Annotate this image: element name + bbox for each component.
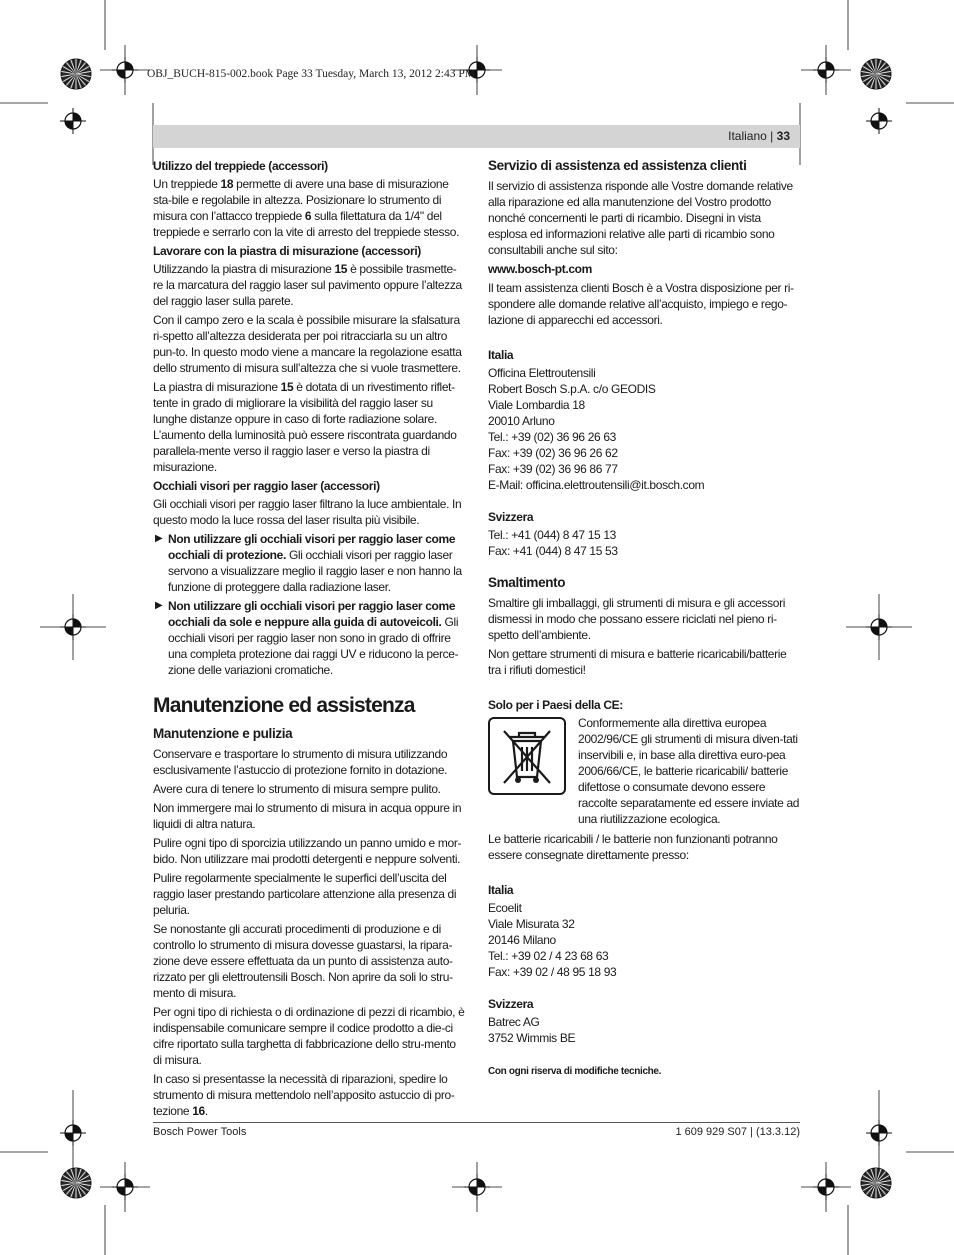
svizzera-address-1 — [488, 527, 800, 559]
book-slug: OBJ_BUCH-815-002.book Page 33 Tuesday, March 13, 2012 2:43 PM — [147, 68, 475, 80]
svizzera-label-2: Svizzera — [488, 997, 534, 1011]
disposal-heading: Smaltimento — [488, 575, 566, 590]
service-paragraph-2: Il team assistenza clienti Bosch è a Vostra disposizione per ri-spondere alle domande relative all’acquisto, impiego e rego-lazione di apparecchi ed accessori. — [488, 281, 794, 327]
starburst-registration-mark — [861, 59, 891, 89]
address-line: Ecoelit — [488, 901, 522, 915]
laser-glasses-paragraph: Gli occhiali visori per raggio laser filtrano la luce ambientale. In questo modo la luce rossa del laser risulta più visibile. — [153, 497, 462, 527]
page-header — [153, 125, 800, 148]
measuring-plate-paragraph-2: Con il campo zero e la scala è possibile misurare la sfalsatura ri-spetto all’altezza desiderata per poi ritracciarla su un altro pun-to. In questo modo viene a mancare la regolazione esatta dello strumento di misura sull’altezza che si vuole trasmettere. — [153, 313, 462, 375]
crosshair-registration-mark — [866, 108, 892, 134]
measuring-plate-paragraph-3: La piastra di misurazione 15 è dotata di un rivestimento riflet-tente in grado di migliorare la visibilità del raggio laser su lunghe distanze oppure in caso di forte radiazione solare. L’aumento della luminosità può essere riscontrata guardando parallela-mente verso il raggio laser e verso la piastra di misurazione. — [153, 380, 457, 474]
header-page-number: 33 — [776, 129, 790, 143]
italia-address-1 — [488, 365, 800, 493]
left-column — [153, 155, 465, 1122]
weee-block — [488, 715, 800, 827]
address-line: Robert Bosch S.p.A. c/o GEODIS — [488, 382, 656, 396]
service-website[interactable]: www.bosch-pt.com — [488, 262, 592, 276]
measuring-plate-heading: Lavorare con la piastra di misurazione (accessori) — [153, 244, 421, 258]
address-line: Tel.: +39 (02) 36 96 26 63 — [488, 430, 616, 444]
footer-rule — [153, 1122, 800, 1123]
cleaning-paragraph-1: Conservare e trasportare lo strumento di misura utilizzando esclusivamente l’astuccio di protezione fornito in dotazione. — [153, 747, 448, 777]
starburst-registration-mark — [61, 1168, 91, 1198]
address-line: Officina Elettroutensili — [488, 366, 596, 380]
tripod-heading: Utilizzo del treppiede (accessori) — [153, 159, 328, 173]
cleaning-paragraph-7: Per ogni tipo di richiesta o di ordinazione di pezzi di ricambio, è indispensabile comunicare sempre il codice prodotto a die-ci cifre riportato sulla targhetta di fabbricazione dello stru-mento di misura. — [153, 1005, 465, 1067]
address-line: Fax: +41 (044) 8 47 15 53 — [488, 544, 618, 558]
cleaning-paragraph-3: Non immergere mai lo strumento di misura in acqua oppure in liquidi di altra natura. — [153, 801, 462, 831]
maintenance-section-title: Manutenzione ed assistenza — [153, 694, 415, 717]
italia-label-2: Italia — [488, 883, 514, 897]
warning-bullet-1: ▶ Non utilizzare gli occhiali visori per raggio laser come occhiali di protezione. Gli occhiali visori per raggio laser servono a visualizzare meglio il raggio laser e non hanno la funzione di proteggere dalla radiazione laser. — [155, 532, 462, 594]
address-line: Batrec AG — [488, 1015, 540, 1029]
disposal-paragraph-2: Non gettare strumenti di misura e batterie ricaricabili/batterie tra i rifiuti domestici! — [488, 647, 787, 677]
address-line: Fax: +39 (02) 36 96 26 62 — [488, 446, 618, 460]
cleaning-paragraph-6: Se nonostante gli accurati procedimenti di produzione e di controllo lo strumento di misura dovesse guastarsi, la ripara-zione deve essere effettuata da un punto di assistenza auto-rizzato per gli elettroutensili Bosch. Non aprire da soli lo stru-mento di misura. — [153, 922, 453, 1000]
measuring-plate-paragraph-1: Utilizzando la piastra di misurazione 15 è possibile trasmette-re la marcatura del raggio laser sul pavimento oppure l’altezza del raggio laser sulla parete. — [153, 262, 462, 308]
warning-bullet-2: ▶ Non utilizzare gli occhiali visori per raggio laser come occhiali da sole e neppure alla guida di autoveicoli. Gli occhiali visori per raggio laser non sono in grado di offrire una completa protezione dai raggi UV e riducono la perce-zione delle variazioni cromatiche. — [155, 599, 459, 677]
header-separator: | — [770, 129, 774, 143]
cleaning-heading: Manutenzione e pulizia — [153, 726, 293, 741]
cleaning-paragraph-2: Avere cura di tenere lo strumento di misura sempre pulito. — [153, 782, 441, 796]
starburst-registration-mark — [861, 1168, 891, 1198]
header-language: Italiano — [728, 129, 767, 143]
address-line: E-Mail: officina.elettroutensili@it.bosch.com — [488, 478, 705, 492]
address-line: Tel.: +41 (044) 8 47 15 13 — [488, 528, 616, 542]
footer-left: Bosch Power Tools — [153, 1126, 247, 1138]
crossed-out-wheelie-bin-icon — [488, 717, 566, 795]
svizzera-address-2 — [488, 1014, 800, 1046]
cleaning-paragraph-5: Pulire regolarmente specialmente le superfici dell’uscita del raggio laser prestando particolare attenzione alla presenza di peluria. — [153, 871, 457, 917]
crosshair-registration-mark — [60, 108, 86, 134]
cleaning-paragraph-8: In caso si presentasse la necessità di riparazioni, spedire lo strumento di misura mettendolo nell’apposito astuccio di pro-tezione 16. — [153, 1072, 455, 1118]
address-line: 20146 Milano — [488, 933, 556, 947]
svizzera-label-1: Svizzera — [488, 510, 534, 524]
disposal-paragraph-1: Smaltire gli imballaggi, gli strumenti di misura e gli accessori dismessi in modo che possano essere riciclati nel pieno ri-spetto dell’ambiente. — [488, 596, 786, 642]
italia-label-1: Italia — [488, 348, 514, 362]
right-column — [488, 155, 800, 1080]
bullet-triangle-icon: ▶ — [155, 533, 163, 544]
bullet-triangle-icon: ▶ — [155, 600, 163, 611]
laser-glasses-heading: Occhiali visori per raggio laser (accessori) — [153, 479, 380, 493]
service-paragraph-1: Il servizio di assistenza risponde alle Vostre domande relative alla riparazione ed alla manutenzione del Vostro prodotto nonché concernenti le parti di ricambio. Disegni in vista esplosa ed informazioni relative alle parti di ricambio sono consultabili anche sul sito: — [488, 179, 793, 257]
footer-right: 1 609 929 S07 | (13.3.12) — [675, 1126, 800, 1138]
cleaning-paragraph-4: Pulire ogni tipo di sporcizia utilizzando un panno umido e mor-bido. Non utilizzare mai prodotti detergenti e neppure solventi. — [153, 836, 462, 866]
address-line: Tel.: +39 02 / 4 23 68 63 — [488, 949, 609, 963]
service-heading: Servizio di assistenza ed assistenza clienti — [488, 158, 747, 173]
disposal-paragraph-3: Le batterie ricaricabili / le batterie non funzionanti potranno essere consegnate direttamente presso: — [488, 832, 778, 862]
address-line: 20010 Arluno — [488, 414, 555, 428]
address-line: 3752 Wimmis BE — [488, 1031, 576, 1045]
address-line: Fax: +39 02 / 48 95 18 93 — [488, 965, 617, 979]
starburst-registration-mark — [61, 59, 91, 89]
address-line: Viale Lombardia 18 — [488, 398, 585, 412]
italia-address-2 — [488, 900, 800, 980]
header-text — [728, 129, 790, 143]
reserve-note: Con ogni riserva di modifiche tecniche. — [488, 1066, 662, 1077]
weee-text: Conformemente alla direttiva europea 2002/96/CE gli strumenti di misura diven-tati inservibili e, in base alla direttiva euro-pea 2006/66/CE, le batterie ricaricabili/ batterie difettose o consumate devono essere raccolte separatamente ed essere inviate ad una riutilizzazione ecologica. — [578, 716, 800, 826]
ec-countries-label: Solo per i Paesi della CE: — [488, 698, 623, 712]
tripod-paragraph: Un treppiede 18 permette di avere una base di misurazione sta-bile e regolabile in altezza. Posizionare lo strumento di misura con l’attacco treppiede 6 sulla filettatura da 1/4" del treppiede e serrarlo con la vite di arresto del treppiede stesso. — [153, 177, 460, 239]
address-line: Fax: +39 (02) 36 96 86 77 — [488, 462, 618, 476]
address-line: Viale Misurata 32 — [488, 917, 575, 931]
